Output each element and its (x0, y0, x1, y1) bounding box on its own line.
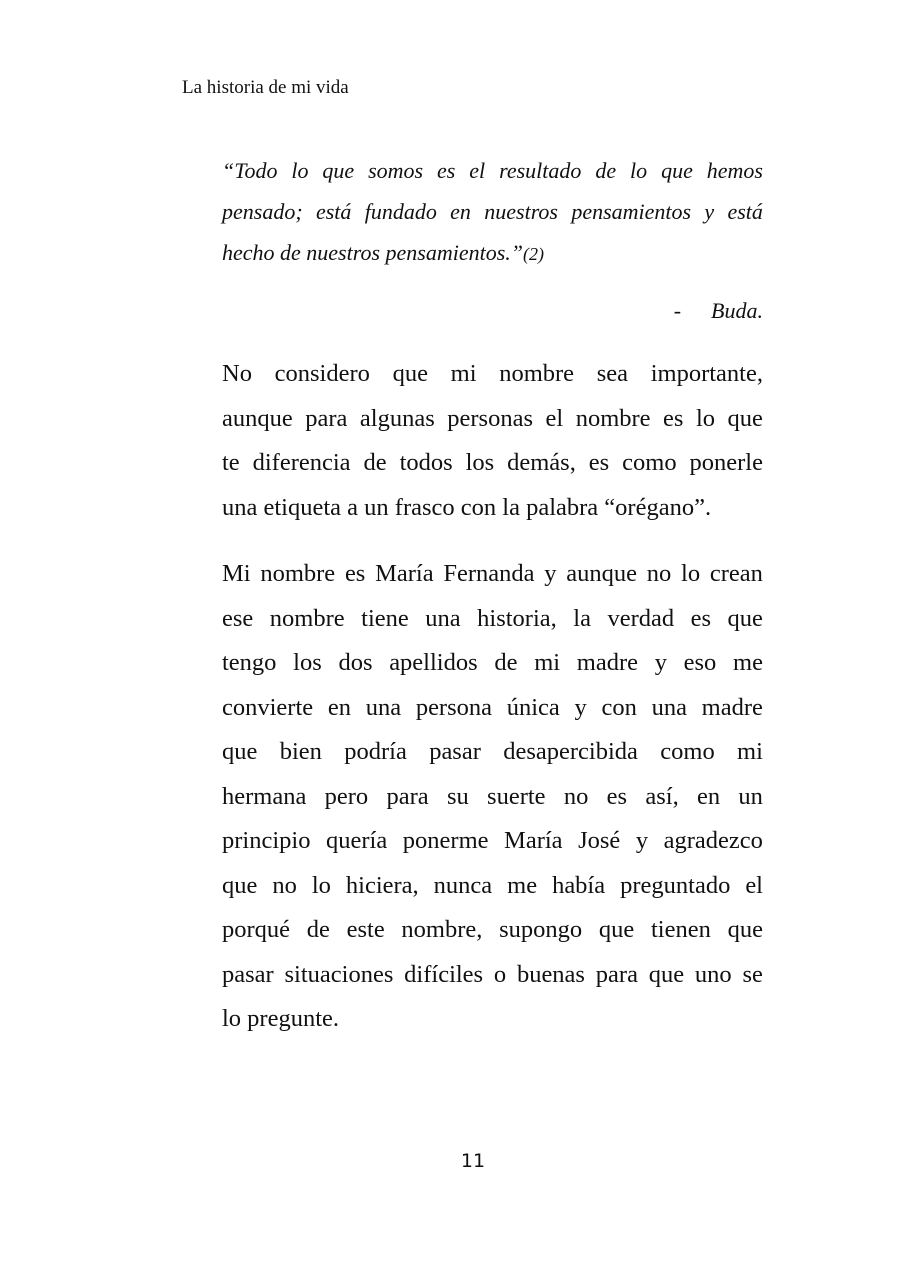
word: resultado (499, 158, 582, 183)
word: madre (701, 693, 763, 721)
word: difíciles (404, 960, 484, 988)
word: que (661, 158, 693, 183)
word: así, (645, 782, 679, 810)
word: dos (338, 649, 373, 676)
word: tiene (361, 604, 409, 632)
word: nombre (260, 560, 336, 587)
word: lo (630, 158, 648, 183)
word: lo (311, 871, 331, 899)
word: verdad (607, 604, 675, 632)
word: te (222, 449, 240, 476)
word: que (392, 360, 428, 387)
word: este (346, 916, 385, 943)
word: situaciones (284, 960, 394, 988)
word: no (272, 871, 297, 899)
word: mi (737, 738, 763, 765)
word: una (365, 693, 402, 721)
word: suerte (487, 782, 546, 810)
epigraph-line (222, 191, 763, 232)
word: como (622, 449, 677, 476)
word: en (327, 693, 351, 721)
epigraph-last-line: hecho de nuestros pensamientos.” (222, 240, 524, 265)
word: los (465, 449, 495, 476)
running-header: La historia de mi vida (182, 77, 349, 98)
word: el (469, 158, 486, 183)
word: los (293, 649, 322, 676)
word: el (745, 871, 763, 899)
word: y (574, 693, 587, 721)
word: “Todo (222, 158, 278, 183)
word: en (450, 199, 471, 224)
word: sea (596, 360, 629, 387)
word: No (222, 360, 252, 387)
word: algunas (359, 404, 435, 432)
word: tienen (650, 916, 711, 943)
word: apellidos (389, 649, 478, 676)
word: y (704, 199, 715, 224)
word: nombre (499, 360, 575, 387)
word: diferencia (252, 449, 351, 476)
word: pero (324, 782, 369, 810)
word: madre (576, 649, 638, 676)
word: uno (694, 960, 732, 988)
epigraph-quote (222, 150, 763, 275)
word: mi (534, 649, 561, 676)
word: considero (274, 360, 370, 387)
word: se (742, 960, 763, 988)
word: y (635, 827, 649, 854)
paragraph-line (222, 597, 763, 642)
epigraph-attribution (222, 296, 763, 326)
word: es (437, 158, 456, 183)
word: nunca (433, 871, 493, 899)
word: nuestros (484, 199, 558, 224)
word: supongo (499, 916, 583, 943)
word: somos (368, 158, 424, 183)
word: de (595, 158, 617, 183)
word: la (573, 604, 591, 632)
word: lo (681, 560, 701, 587)
word: aunque (566, 560, 638, 587)
word: eso (683, 649, 717, 676)
word: bien (279, 738, 322, 765)
word: aunque (222, 404, 293, 432)
word: había (552, 871, 606, 899)
word: principio (222, 827, 311, 854)
word: lo (291, 158, 309, 183)
word: demás, (507, 449, 576, 476)
word: un (738, 782, 763, 810)
word: persona (415, 693, 493, 721)
word: me (507, 871, 538, 899)
word: personas (447, 404, 533, 432)
word: importante, (650, 360, 763, 387)
word: pensado; (222, 199, 303, 224)
word: que (648, 960, 685, 988)
word: de (363, 449, 387, 476)
word: el (545, 404, 564, 432)
word: como (660, 738, 715, 765)
paragraph-line (222, 775, 763, 820)
word: ponerme (402, 827, 489, 854)
word: para (595, 960, 638, 988)
paragraph-line (222, 864, 763, 909)
epigraph-line (222, 150, 763, 191)
paragraph-line (222, 686, 763, 731)
word: historia, (477, 604, 557, 632)
word: todos (399, 449, 453, 476)
word: es (663, 404, 684, 432)
word: José (578, 827, 621, 854)
word: porqué (222, 916, 291, 943)
paragraph-line (222, 352, 763, 397)
word: hermana (222, 782, 307, 810)
word: pasar (222, 960, 274, 988)
word: María (375, 560, 434, 587)
word: es (344, 560, 366, 587)
word: para (305, 404, 348, 432)
word: está (727, 199, 763, 224)
word: quería (326, 827, 388, 854)
word: me (733, 649, 763, 676)
paragraph-line (222, 819, 763, 864)
word: con (601, 693, 637, 721)
page-number: 11 (460, 1150, 486, 1172)
word: es (690, 604, 712, 632)
word: está (315, 199, 352, 224)
epigraph-line (222, 232, 763, 275)
word: agradezco (663, 827, 763, 854)
word: pensamientos (571, 199, 692, 224)
word: hiciera, (345, 871, 419, 899)
attribution-dash: - (673, 298, 682, 323)
word: su (446, 782, 469, 810)
word: es (588, 449, 610, 476)
word: única (506, 693, 560, 721)
word: mi (450, 360, 477, 387)
word: que (222, 871, 258, 899)
word: crean (709, 560, 763, 587)
word: que (598, 916, 635, 943)
paragraph-line (222, 953, 763, 998)
word: Fernanda (443, 560, 535, 587)
word: que (322, 158, 355, 183)
word: de (306, 916, 330, 943)
word: para (386, 782, 429, 810)
word: de (494, 649, 518, 676)
word: ponerle (689, 449, 763, 476)
word: pasar (429, 738, 481, 765)
paragraph-line (222, 730, 763, 775)
word: nombre, (401, 916, 483, 943)
word: una (425, 604, 461, 632)
paragraph-line: una etiqueta a un frasco con la palabra “orégano”. (222, 493, 712, 521)
word: nombre (269, 604, 345, 632)
word: y (654, 649, 667, 676)
word: desapercibida (503, 738, 638, 765)
paragraph-line (222, 552, 763, 597)
word: María (504, 827, 563, 854)
word: hemos (706, 158, 763, 183)
word: en (697, 782, 721, 810)
paragraph-line (222, 441, 763, 486)
word: podría (344, 738, 407, 765)
word: que (727, 404, 763, 432)
word: no (563, 782, 589, 810)
paragraph-line (222, 641, 763, 686)
footnote-reference: (2) (523, 244, 545, 264)
body-paragraph (222, 552, 763, 1042)
word: buenas (516, 960, 585, 988)
word: nombre (575, 404, 651, 432)
word: que (222, 738, 258, 765)
body-paragraph (222, 352, 763, 530)
paragraph-line: lo pregunte. (222, 1005, 340, 1032)
paragraph-line (222, 397, 763, 442)
word: y (544, 560, 557, 587)
word: lo (695, 404, 716, 432)
word: o (493, 960, 507, 988)
word: convierte (222, 693, 314, 721)
paragraph-line (222, 908, 763, 953)
word: fundado (364, 199, 437, 224)
word: una (651, 693, 687, 721)
word: tengo (222, 649, 277, 676)
word: ese (222, 604, 254, 632)
attribution-author: Buda. (711, 298, 763, 323)
word: que (727, 916, 763, 943)
word: que (727, 604, 763, 632)
word: preguntado (620, 871, 731, 899)
word: Mi (222, 560, 251, 587)
word: no (646, 560, 672, 587)
word: es (606, 782, 628, 810)
